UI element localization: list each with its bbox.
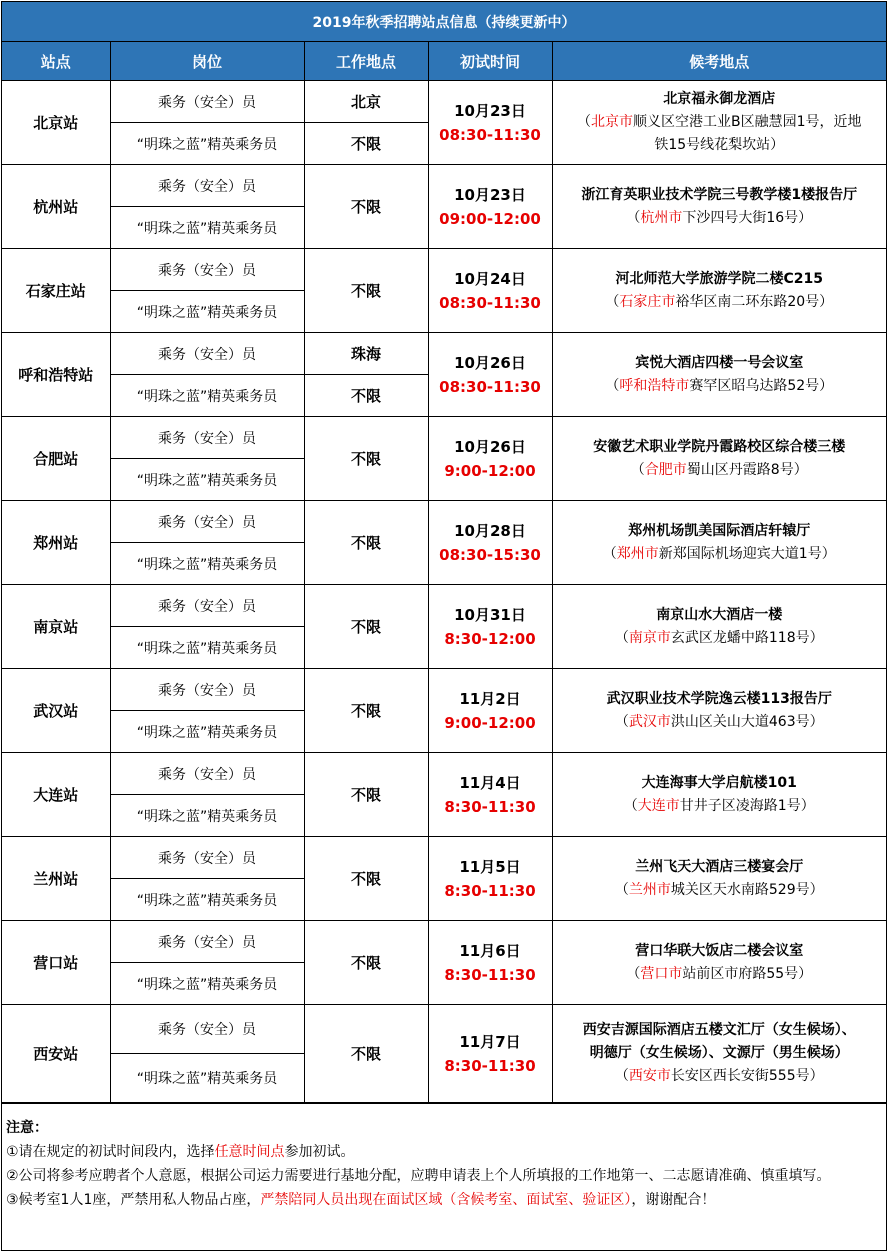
venue-name: 大连海事大学启航楼101 xyxy=(641,774,797,791)
venue-address-line: 站前区市府路55号 xyxy=(682,965,799,982)
post-security: 乘务（安全）员 xyxy=(110,921,304,963)
interview-time-range: 09:00-12:00 xyxy=(439,209,541,228)
address-close-paren: ） xyxy=(770,137,785,153)
venue-name: 宾悦大酒店四楼一号会议室 xyxy=(635,354,804,371)
post-elite: “明珠之蓝”精英乘务员 xyxy=(110,543,304,585)
post-security: 乘务（安全）员 xyxy=(110,1005,304,1054)
venue-address-line: 铁15号线花梨坎站 xyxy=(654,137,771,153)
venue-name: 营口华联大饭店二楼会议室 xyxy=(635,942,804,959)
interview-time-range: 9:00-12:00 xyxy=(444,713,536,732)
venue-address xyxy=(557,111,883,157)
address-open-paren: （ xyxy=(626,965,641,982)
station-name: 合肥站 xyxy=(2,417,110,501)
venue-name: 河北师范大学旅游学院二楼C215 xyxy=(615,270,823,287)
waiting-venue xyxy=(552,921,886,1005)
table-row xyxy=(2,921,886,963)
address-open-paren: （ xyxy=(576,114,591,130)
station-name: 郑州站 xyxy=(2,501,110,585)
venue-name: 明德厅（女生候场）、文源厅（男生候场） xyxy=(589,1045,849,1061)
workplace-first: 北京 xyxy=(304,81,428,123)
post-security: 乘务（安全）员 xyxy=(110,501,304,543)
table-row xyxy=(2,585,886,627)
interview-time xyxy=(428,1005,552,1103)
post-elite: “明珠之蓝”精英乘务员 xyxy=(110,207,304,249)
table-row xyxy=(2,417,886,459)
venue-name: 郑州机场凯美国际酒店轩辕厅 xyxy=(628,522,811,539)
interview-time-range: 08:30-15:30 xyxy=(439,545,541,564)
venue-name: 武汉职业技术学院逸云楼113报告厅 xyxy=(606,690,832,707)
waiting-venue xyxy=(552,753,886,837)
waiting-venue xyxy=(552,417,886,501)
interview-date: 11月4日 xyxy=(459,773,521,792)
waiting-venue xyxy=(552,585,886,669)
post-security: 乘务（安全）员 xyxy=(110,585,304,627)
interview-time-range: 08:30-11:30 xyxy=(439,377,541,396)
address-close-paren: ） xyxy=(800,797,815,814)
venue-city: 南京市 xyxy=(628,629,671,646)
station-name: 大连站 xyxy=(2,753,110,837)
interview-time-range: 9:00-12:00 xyxy=(444,461,536,480)
note-2: ②公司将参考应聘者个人意愿，根据公司运力需要进行基地分配，应聘申请表上个人所填报的工作地第一、二志愿请准确、慎重填写。 xyxy=(6,1168,831,1184)
station-name: 西安站 xyxy=(2,1005,110,1103)
venue-address xyxy=(557,795,883,818)
address-close-paren: ） xyxy=(809,629,824,646)
station-name: 呼和浩特站 xyxy=(2,333,110,417)
venue-name: 兰州飞天大酒店三楼宴会厅 xyxy=(635,858,804,875)
workplace: 不限 xyxy=(304,585,428,669)
post-security: 乘务（安全）员 xyxy=(110,333,304,375)
venue-city: 郑州市 xyxy=(616,545,659,562)
interview-time-range: 8:30-12:00 xyxy=(444,629,536,648)
table-row xyxy=(2,249,886,291)
notes-heading: 注意： xyxy=(6,1120,48,1136)
post-elite: “明珠之蓝”精英乘务员 xyxy=(110,123,304,165)
interview-date: 11月7日 xyxy=(459,1032,521,1051)
interview-time xyxy=(428,501,552,585)
interview-date: 10月28日 xyxy=(454,521,526,540)
station-name: 兰州站 xyxy=(2,837,110,921)
header-venue: 候考地点 xyxy=(552,42,886,81)
venue-name: 安徽艺术职业学院丹霞路校区综合楼三楼 xyxy=(593,438,846,455)
post-elite: “明珠之蓝”精英乘务员 xyxy=(110,627,304,669)
post-security: 乘务（安全）员 xyxy=(110,753,304,795)
station-name: 武汉站 xyxy=(2,669,110,753)
post-security: 乘务（安全）员 xyxy=(110,669,304,711)
venue-city: 营口市 xyxy=(640,965,683,982)
interview-time-range: 08:30-11:30 xyxy=(439,125,541,144)
address-open-paren: （ xyxy=(605,293,620,310)
post-security: 乘务（安全）员 xyxy=(110,417,304,459)
workplace: 不限 xyxy=(304,837,428,921)
address-close-paren: ） xyxy=(793,461,808,478)
post-elite: “明珠之蓝”精英乘务员 xyxy=(110,375,304,417)
workplace: 不限 xyxy=(304,1005,428,1103)
address-open-paren: （ xyxy=(614,713,629,730)
interview-time xyxy=(428,333,552,417)
venue-address xyxy=(557,627,883,650)
address-close-paren: ） xyxy=(798,965,813,982)
waiting-venue xyxy=(552,501,886,585)
workplace: 不限 xyxy=(304,669,428,753)
venue-city: 合肥市 xyxy=(644,461,687,478)
venue-address-line: 长安区西长安街555号 xyxy=(670,1068,810,1084)
address-open-paren: （ xyxy=(630,461,645,478)
venue-city: 西安市 xyxy=(628,1068,671,1084)
post-elite: “明珠之蓝”精英乘务员 xyxy=(110,879,304,921)
notes-section xyxy=(2,1103,886,1250)
venue-address xyxy=(557,543,883,566)
table-body xyxy=(2,81,886,1103)
venue-address xyxy=(557,459,883,482)
venue-address-line: 蜀山区丹霞路8号 xyxy=(686,461,794,478)
address-close-paren: ） xyxy=(821,545,836,562)
interview-time-range: 8:30-11:30 xyxy=(444,797,536,816)
waiting-venue xyxy=(552,1005,886,1103)
recruitment-table-container xyxy=(1,1,887,1251)
venue-address xyxy=(557,207,883,230)
interview-time xyxy=(428,165,552,249)
interview-date: 10月26日 xyxy=(454,437,526,456)
waiting-venue xyxy=(552,165,886,249)
header-time: 初试时间 xyxy=(428,42,552,81)
venue-address-line: 顺义区空港工业B区融慧园1号，近地 xyxy=(632,114,862,130)
interview-time xyxy=(428,585,552,669)
station-name: 北京站 xyxy=(2,81,110,165)
interview-date: 10月23日 xyxy=(454,185,526,204)
venue-name: 浙江育英职业技术学院三号教学楼1楼报告厅 xyxy=(581,186,858,203)
waiting-venue xyxy=(552,333,886,417)
post-security: 乘务（安全）员 xyxy=(110,249,304,291)
waiting-venue xyxy=(552,837,886,921)
venue-address-line: 城关区天水南路529号 xyxy=(670,881,810,898)
venue-address-line: 下沙四号大街16号 xyxy=(682,209,799,226)
venue-address-line: 赛罕区昭乌达路52号 xyxy=(689,377,820,394)
interview-date: 11月5日 xyxy=(459,857,521,876)
interview-time-range: 8:30-11:30 xyxy=(444,1056,536,1075)
address-open-paren: （ xyxy=(614,629,629,646)
workplace: 不限 xyxy=(304,753,428,837)
venue-address xyxy=(557,879,883,902)
address-open-paren: （ xyxy=(614,1068,629,1084)
workplace: 不限 xyxy=(304,165,428,249)
workplace: 不限 xyxy=(304,501,428,585)
station-name: 南京站 xyxy=(2,585,110,669)
address-close-paren: ） xyxy=(809,881,824,898)
post-elite: “明珠之蓝”精英乘务员 xyxy=(110,711,304,753)
table-row xyxy=(2,837,886,879)
venue-city: 北京市 xyxy=(590,114,633,130)
venue-address-line: 新郑国际机场迎宾大道1号 xyxy=(658,545,822,562)
interview-date: 10月24日 xyxy=(454,269,526,288)
venue-city: 武汉市 xyxy=(628,713,671,730)
venue-city: 大连市 xyxy=(637,797,680,814)
waiting-venue xyxy=(552,669,886,753)
venue-city: 呼和浩特市 xyxy=(619,377,690,394)
interview-time xyxy=(428,249,552,333)
address-close-paren: ） xyxy=(809,713,824,730)
address-open-paren: （ xyxy=(605,377,620,394)
note-1: ①请在规定的初试时间段内，选择任意时间点参加初试。 xyxy=(6,1144,355,1160)
address-close-paren: ） xyxy=(798,209,813,226)
table-row xyxy=(2,165,886,207)
workplace: 不限 xyxy=(304,921,428,1005)
interview-time-range: 08:30-11:30 xyxy=(439,293,541,312)
workplace: 不限 xyxy=(304,417,428,501)
header-row xyxy=(2,42,886,81)
station-name: 营口站 xyxy=(2,921,110,1005)
table-row xyxy=(2,81,886,123)
interview-date: 10月23日 xyxy=(454,101,526,120)
address-close-paren: ） xyxy=(819,293,834,310)
interview-time xyxy=(428,81,552,165)
address-close-paren: ） xyxy=(819,377,834,394)
post-elite: “明珠之蓝”精英乘务员 xyxy=(110,1054,304,1103)
note-3: ③候考室1人1座，严禁用私人物品占座，严禁陪同人员出现在面试区域（含候考室、面试室、验证区），谢谢配合！ xyxy=(6,1192,716,1208)
table-row xyxy=(2,333,886,375)
table-row xyxy=(2,1005,886,1054)
venue-address xyxy=(557,291,883,314)
venue-name: 北京福永御龙酒店 xyxy=(663,91,776,107)
post-elite: “明珠之蓝”精英乘务员 xyxy=(110,291,304,333)
venue-name: 南京山水大酒店一楼 xyxy=(656,606,783,623)
post-security: 乘务（安全）员 xyxy=(110,165,304,207)
post-security: 乘务（安全）员 xyxy=(110,81,304,123)
interview-time xyxy=(428,837,552,921)
venue-address xyxy=(557,375,883,398)
address-open-paren: （ xyxy=(626,209,641,226)
venue-address-line: 玄武区龙蟠中路118号 xyxy=(670,629,810,646)
station-table xyxy=(2,42,886,1103)
address-open-paren: （ xyxy=(614,881,629,898)
table-title: 2019年秋季招聘站点信息（持续更新中） xyxy=(2,2,886,42)
venue-city: 兰州市 xyxy=(628,881,671,898)
station-name: 石家庄站 xyxy=(2,249,110,333)
header-workplace: 工作地点 xyxy=(304,42,428,81)
header-station: 站点 xyxy=(2,42,110,81)
address-open-paren: （ xyxy=(623,797,638,814)
venue-address-line: 裕华区南二环东路20号 xyxy=(675,293,820,310)
header-post: 岗位 xyxy=(110,42,304,81)
interview-time xyxy=(428,417,552,501)
waiting-venue xyxy=(552,249,886,333)
table-row xyxy=(2,669,886,711)
interview-date: 10月31日 xyxy=(454,605,526,624)
venue-address xyxy=(557,711,883,734)
workplace-second: 不限 xyxy=(304,375,428,417)
interview-time xyxy=(428,669,552,753)
workplace-second: 不限 xyxy=(304,123,428,165)
post-elite: “明珠之蓝”精英乘务员 xyxy=(110,963,304,1005)
venue-address-line: 甘井子区凌海路1号 xyxy=(679,797,801,814)
workplace: 不限 xyxy=(304,249,428,333)
interview-date: 11月6日 xyxy=(459,941,521,960)
table-row xyxy=(2,501,886,543)
venue-address-line: 洪山区关山大道463号 xyxy=(670,713,810,730)
interview-time-range: 8:30-11:30 xyxy=(444,965,536,984)
interview-time-range: 8:30-11:30 xyxy=(444,881,536,900)
interview-time xyxy=(428,753,552,837)
venue-name: 西安吉源国际酒店五楼文汇厅（女生候场）、 xyxy=(582,1022,856,1038)
address-close-paren: ） xyxy=(809,1068,824,1084)
station-name: 杭州站 xyxy=(2,165,110,249)
waiting-venue xyxy=(552,81,886,165)
venue-address xyxy=(557,1065,883,1088)
post-security: 乘务（安全）员 xyxy=(110,837,304,879)
interview-date: 11月2日 xyxy=(459,689,521,708)
post-elite: “明珠之蓝”精英乘务员 xyxy=(110,795,304,837)
table-row xyxy=(2,753,886,795)
address-open-paren: （ xyxy=(602,545,617,562)
workplace-first: 珠海 xyxy=(304,333,428,375)
venue-address xyxy=(557,963,883,986)
interview-time xyxy=(428,921,552,1005)
interview-date: 10月26日 xyxy=(454,353,526,372)
venue-city: 石家庄市 xyxy=(619,293,676,310)
post-elite: “明珠之蓝”精英乘务员 xyxy=(110,459,304,501)
venue-city: 杭州市 xyxy=(640,209,683,226)
